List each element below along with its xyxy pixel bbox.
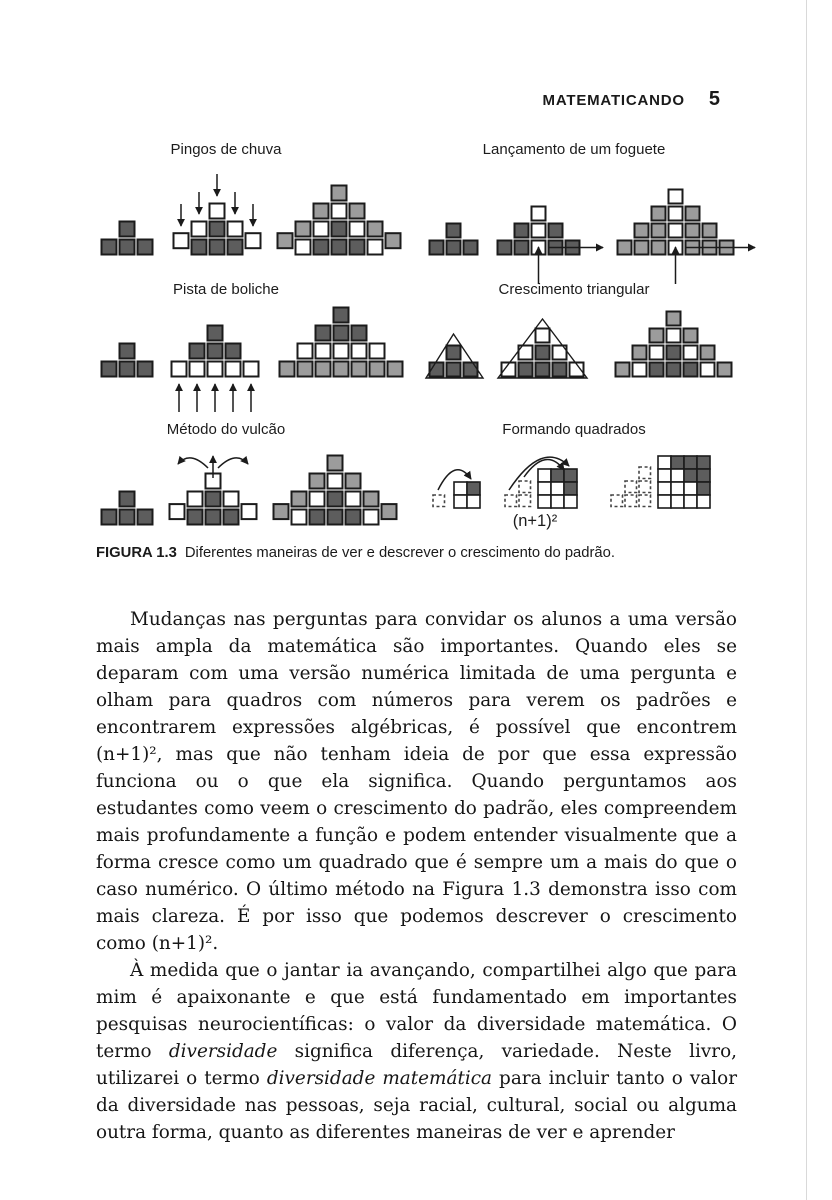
pattern-square xyxy=(447,363,461,377)
pattern-square xyxy=(669,224,683,238)
pattern-square xyxy=(314,204,329,219)
italic-term: diversidade matemática xyxy=(266,1068,492,1089)
dashed-square xyxy=(505,495,517,507)
pattern-square xyxy=(652,224,666,238)
pattern-square xyxy=(278,233,293,248)
grid-cell xyxy=(538,482,551,495)
pattern-square xyxy=(292,492,307,507)
pattern-square xyxy=(120,240,135,255)
paragraph xyxy=(96,606,737,957)
figure-panel-triangular xyxy=(424,280,724,416)
pattern-square xyxy=(332,186,347,201)
figure-panel-quadrados xyxy=(424,420,724,514)
pattern-square xyxy=(536,329,550,343)
pattern-square xyxy=(102,240,117,255)
pattern-square xyxy=(515,241,529,255)
pattern-square xyxy=(208,344,223,359)
page-edge-line xyxy=(806,0,807,1200)
pattern-square xyxy=(382,504,397,519)
pattern-square xyxy=(328,474,343,489)
pattern-square xyxy=(536,346,550,360)
pattern-square xyxy=(650,363,664,377)
grid-cell xyxy=(671,482,684,495)
body-text xyxy=(96,606,737,1146)
pattern-square xyxy=(242,504,257,519)
pattern-square xyxy=(292,510,307,525)
pattern-square xyxy=(192,240,207,255)
pattern-square xyxy=(334,344,349,359)
pattern-square xyxy=(667,346,681,360)
dashed-square xyxy=(519,495,531,507)
pattern-square xyxy=(352,362,367,377)
grid-cell xyxy=(684,482,697,495)
grid-cell xyxy=(671,495,684,508)
grid-cell xyxy=(564,495,577,508)
pattern-square xyxy=(208,362,223,377)
pattern-square xyxy=(310,492,325,507)
pattern-square xyxy=(686,224,700,238)
pattern-square xyxy=(138,510,153,525)
pattern-square xyxy=(667,363,681,377)
grid-cell xyxy=(697,495,710,508)
pattern-square xyxy=(701,363,715,377)
pattern-square xyxy=(188,492,203,507)
pattern-square xyxy=(549,224,563,238)
pattern-square xyxy=(334,362,349,377)
pattern-square xyxy=(328,456,343,471)
pattern-square xyxy=(370,344,385,359)
figure-panel-foguete xyxy=(424,140,724,288)
figure-panel-title: Pingos de chuva xyxy=(170,141,282,158)
figure-panel-vulcao xyxy=(96,420,356,532)
pattern-square xyxy=(328,492,343,507)
pattern-square xyxy=(190,362,205,377)
text-segment: Mudanças nas perguntas para convidar os alunos a uma versão mais ampla da matemática são importantes. Quando eles se deparam com uma versão numérica limitada de uma pergunta e olham para quadros com números para verem os padrões e encontrarem expressões algébricas, é possível que encontrem (n+1)², mas que não tenham ideia de por que essa expressão funciona ou o que ela significa. Quando perguntamos aos estudantes como veem o crescimento do padrão, eles compreendem mais profundamente a função e podem entender visualmente que a forma cresce como um quadrado que é sempre um a mais do que o caso numérico. O último método na Figura 1.3 demonstra isso com mais clareza. É por isso que podemos descrever o crescimento como (n+1)². xyxy=(96,609,737,954)
pattern-square xyxy=(188,510,203,525)
pattern-square xyxy=(120,510,135,525)
pattern-square xyxy=(368,240,383,255)
pattern-square xyxy=(447,224,461,238)
grid-cell xyxy=(454,495,467,508)
pattern-square xyxy=(669,190,683,204)
pattern-square xyxy=(350,240,365,255)
pattern-square xyxy=(102,510,117,525)
figure-panel-title: Crescimento triangular xyxy=(498,281,650,298)
grid-cell-dark xyxy=(684,456,697,469)
page-number: 5 xyxy=(708,88,720,110)
pattern-square xyxy=(120,492,135,507)
pattern-square xyxy=(138,362,153,377)
text-segment: para incluir tanto o valor da diversidade nas pessoas, seja racial, cultural, social ou alguma outra forma, quanto as diferentes maneiras de ver e aprender xyxy=(96,1068,737,1143)
page-header xyxy=(543,88,720,111)
pattern-square xyxy=(210,204,225,219)
grid-cell-dark xyxy=(697,456,710,469)
pattern-square xyxy=(296,240,311,255)
pattern-square xyxy=(346,474,361,489)
pattern-square xyxy=(310,510,325,525)
figure-panel-drawing xyxy=(424,164,760,288)
pattern-square xyxy=(350,222,365,237)
pattern-square xyxy=(635,241,649,255)
pattern-square xyxy=(192,222,207,237)
pattern-square xyxy=(686,207,700,221)
grid-cell xyxy=(658,456,671,469)
pattern-square xyxy=(684,329,698,343)
pattern-square xyxy=(650,329,664,343)
pattern-square xyxy=(669,207,683,221)
pattern-square xyxy=(190,344,205,359)
pattern-square xyxy=(102,362,117,377)
dashed-square xyxy=(433,495,445,507)
dashed-square xyxy=(625,495,637,507)
figure-panel-pingos xyxy=(96,140,356,288)
dashed-square xyxy=(639,495,651,507)
figure-panel-title: Formando quadrados xyxy=(502,421,646,438)
pattern-square xyxy=(352,344,367,359)
pattern-square xyxy=(174,233,189,248)
pattern-square xyxy=(536,363,550,377)
pattern-square xyxy=(553,363,567,377)
figure-panel-title: Lançamento de um foguete xyxy=(482,141,666,158)
pattern-square xyxy=(352,326,367,341)
pattern-square xyxy=(316,344,331,359)
formula-label: (n+1)² xyxy=(512,512,558,530)
pattern-square xyxy=(224,492,239,507)
grid-cell-dark xyxy=(467,482,480,495)
pattern-square xyxy=(316,362,331,377)
grid-cell xyxy=(671,469,684,482)
pattern-square xyxy=(120,362,135,377)
pattern-square xyxy=(170,504,185,519)
pattern-square xyxy=(498,241,512,255)
grid-cell xyxy=(551,482,564,495)
pattern-square xyxy=(310,474,325,489)
dashed-square xyxy=(639,467,651,479)
grid-cell xyxy=(538,495,551,508)
pattern-square xyxy=(667,329,681,343)
pattern-square xyxy=(346,510,361,525)
pattern-square xyxy=(226,344,241,359)
grid-cell-dark xyxy=(684,469,697,482)
pattern-square xyxy=(332,204,347,219)
pattern-square xyxy=(633,346,647,360)
pattern-square xyxy=(650,346,664,360)
grid-cell-dark xyxy=(697,469,710,482)
dashed-square xyxy=(639,481,651,493)
pattern-square xyxy=(172,362,187,377)
pattern-square xyxy=(298,362,313,377)
pattern-square xyxy=(364,492,379,507)
pattern-square xyxy=(368,222,383,237)
arc-arrow-left xyxy=(178,458,208,468)
pattern-square xyxy=(652,207,666,221)
pattern-square xyxy=(635,224,649,238)
figure-caption xyxy=(96,544,746,563)
pattern-square xyxy=(616,363,630,377)
pattern-square xyxy=(332,222,347,237)
pattern-square xyxy=(447,346,461,360)
figure-panel-pista xyxy=(96,280,356,416)
grid-cell xyxy=(684,495,697,508)
grid-cell xyxy=(658,495,671,508)
pattern-square xyxy=(718,363,732,377)
pattern-square xyxy=(206,492,221,507)
grid-cell xyxy=(454,482,467,495)
running-head: MATEMATICANDO xyxy=(542,92,685,109)
pattern-square xyxy=(210,222,225,237)
pattern-square xyxy=(206,510,221,525)
figure-caption-text: Diferentes maneiras de ver e descrever o crescimento do padrão. xyxy=(184,545,616,561)
figure-panel-title: Método do vulcão xyxy=(166,421,286,438)
figure-panel-drawing xyxy=(96,444,408,532)
grid-cell xyxy=(658,482,671,495)
paragraph xyxy=(96,957,737,1146)
pattern-square xyxy=(633,363,647,377)
pattern-square xyxy=(447,241,461,255)
pattern-square xyxy=(703,224,717,238)
figure-panel-title: Pista de boliche xyxy=(173,281,279,298)
pattern-square xyxy=(314,222,329,237)
grid-cell-dark xyxy=(564,482,577,495)
pattern-square xyxy=(346,492,361,507)
figure-panel-drawing xyxy=(424,304,736,416)
pattern-square xyxy=(298,344,313,359)
pattern-square xyxy=(246,233,261,248)
italic-term: diversidade xyxy=(168,1041,278,1062)
figure-caption-label: FIGURA 1.3 xyxy=(96,545,177,561)
pattern-square xyxy=(210,240,225,255)
dashed-square xyxy=(625,481,637,493)
grid-cell-dark xyxy=(671,456,684,469)
pattern-square xyxy=(701,346,715,360)
arc-arrow-right xyxy=(218,458,248,468)
grid-cell xyxy=(551,495,564,508)
pattern-square xyxy=(532,207,546,221)
pattern-square xyxy=(316,326,331,341)
pattern-square xyxy=(208,326,223,341)
pattern-square xyxy=(138,240,153,255)
pattern-square xyxy=(684,363,698,377)
pattern-square xyxy=(618,241,632,255)
grid-cell-dark xyxy=(697,482,710,495)
pattern-square xyxy=(244,362,259,377)
pattern-square xyxy=(228,240,243,255)
pattern-square xyxy=(430,241,444,255)
text-segment: À medida que o jantar ia avançando, compartilhei algo que para mim é apaixonante e que está fundamentado em importantes pesquisas neurocientíficas: o valor da diversidade matemática. O termo xyxy=(96,960,737,1062)
pattern-square xyxy=(364,510,379,525)
grid-cell xyxy=(467,495,480,508)
pattern-square xyxy=(370,362,385,377)
pattern-square xyxy=(334,308,349,323)
dashed-square xyxy=(611,495,623,507)
pattern-square xyxy=(350,204,365,219)
pattern-square xyxy=(296,222,311,237)
pattern-square xyxy=(532,224,546,238)
pattern-square xyxy=(464,241,478,255)
pattern-square xyxy=(388,362,403,377)
figure-panel-drawing xyxy=(96,164,406,288)
pattern-square xyxy=(314,240,329,255)
pattern-square xyxy=(464,363,478,377)
figure-panel-drawing xyxy=(424,444,724,514)
grid-cell xyxy=(658,469,671,482)
dashed-square xyxy=(519,481,531,493)
text-segment: significa diferença, variedade. Neste livro, utilizarei o termo xyxy=(96,1041,737,1089)
figure-panel-drawing xyxy=(96,304,408,416)
pattern-square xyxy=(224,510,239,525)
pattern-square xyxy=(519,363,533,377)
grid-cell xyxy=(538,469,551,482)
pattern-square xyxy=(334,326,349,341)
pattern-square xyxy=(280,362,295,377)
pattern-square xyxy=(274,504,289,519)
pattern-square xyxy=(515,224,529,238)
pattern-square xyxy=(228,222,243,237)
pattern-square xyxy=(332,240,347,255)
pattern-square xyxy=(386,233,401,248)
pattern-square xyxy=(120,222,135,237)
pattern-square xyxy=(226,362,241,377)
pattern-square xyxy=(120,344,135,359)
pattern-square xyxy=(652,241,666,255)
pattern-square xyxy=(328,510,343,525)
grid-cell-dark xyxy=(564,469,577,482)
grid-cell-dark xyxy=(551,469,564,482)
pattern-square xyxy=(667,312,681,326)
pattern-square xyxy=(684,346,698,360)
